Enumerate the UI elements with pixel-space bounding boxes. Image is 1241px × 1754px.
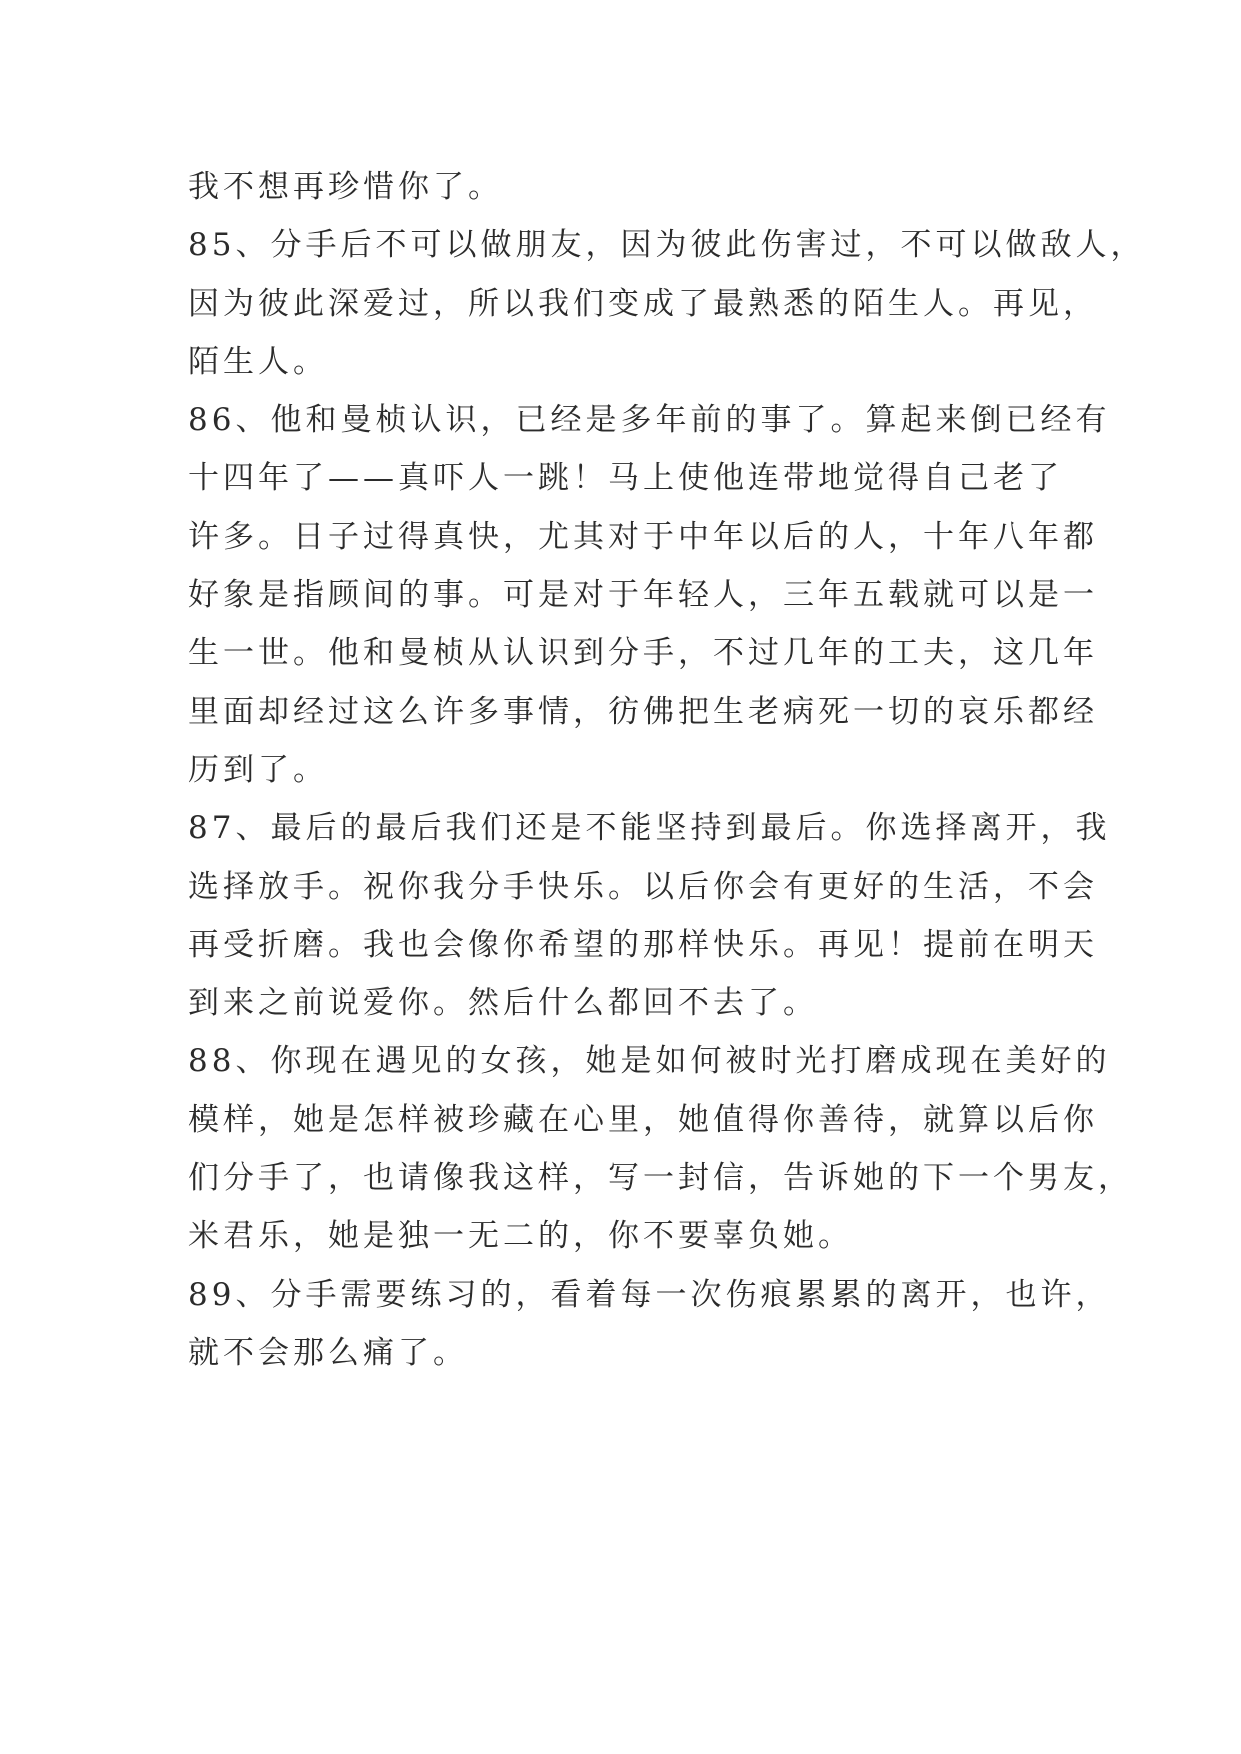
text-line: 模样，她是怎样被珍藏在心里，她值得你善待，就算以后你 <box>188 1101 1098 1138</box>
text-line: 生一世。他和曼桢从认识到分手，不过几年的工夫，这几年 <box>188 635 1098 672</box>
text-line: 88、你现在遇见的女孩，她是如何被时光打磨成现在美好的 <box>188 1043 1111 1080</box>
text-line: 87、最后的最后我们还是不能坚持到最后。你选择离开，我 <box>188 810 1111 847</box>
text-line: 86、他和曼桢认识，已经是多年前的事了。算起来倒已经有 <box>188 402 1111 439</box>
text-line: 陌生人。 <box>188 343 328 380</box>
text-line: 许多。日子过得真快，尤其对于中年以后的人，十年八年都 <box>188 518 1098 555</box>
text-line: 里面却经过这么许多事情，彷佛把生老病死一切的哀乐都经 <box>188 693 1098 730</box>
text-line: 们分手了，也请像我这样，写一封信，告诉她的下一个男友， <box>188 1160 1133 1197</box>
text-line: 历到了。 <box>188 751 328 788</box>
text-line: 选择放手。祝你我分手快乐。以后你会有更好的生活，不会 <box>188 868 1098 905</box>
text-line: 89、分手需要练习的，看着每一次伤痕累累的离开，也许， <box>188 1276 1111 1313</box>
text-line: 因为彼此深爱过，所以我们变成了最熟悉的陌生人。再见， <box>188 285 1098 322</box>
text-line: 米君乐，她是独一无二的，你不要辜负她。 <box>188 1218 853 1255</box>
text-line: 我不想再珍惜你了。 <box>188 169 503 205</box>
text-line: 85、分手后不可以做朋友，因为彼此伤害过，不可以做敌人， <box>188 227 1146 264</box>
text-line: 就不会那么痛了。 <box>188 1334 468 1371</box>
text-line: 十四年了——真吓人一跳！马上使他连带地觉得自己老了 <box>188 460 1063 497</box>
document-body <box>188 158 1146 1382</box>
text-line: 到来之前说爱你。然后什么都回不去了。 <box>188 985 818 1022</box>
text-line: 好象是指顾间的事。可是对于年轻人，三年五载就可以是一 <box>188 577 1098 614</box>
text-line: 再受折磨。我也会像你希望的那样快乐。再见！提前在明天 <box>188 926 1098 963</box>
